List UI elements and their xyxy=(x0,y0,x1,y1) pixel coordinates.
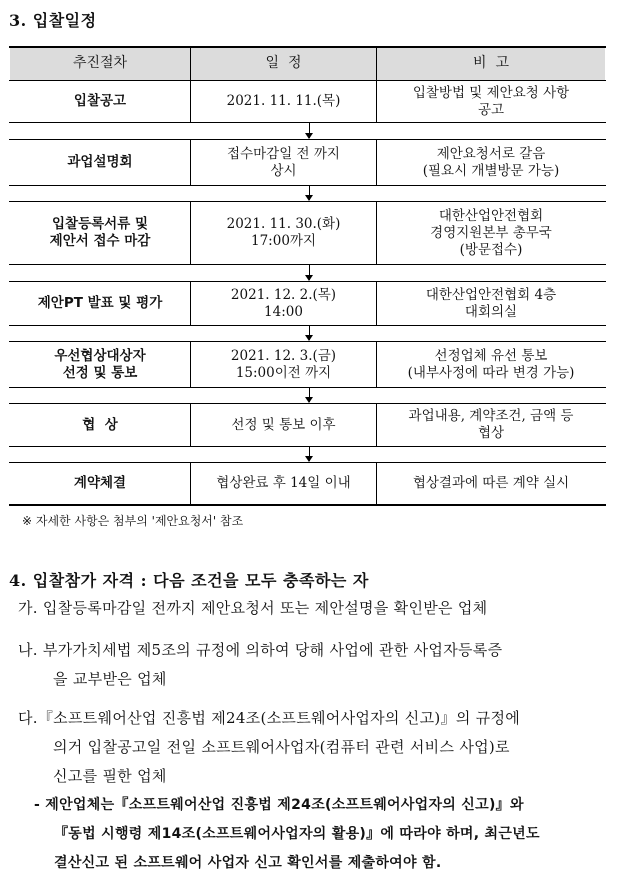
section-4-title: 4. 입찰참가 자격 : 다음 조건을 모두 충족하는 자 xyxy=(9,571,369,590)
down-arrow-icon xyxy=(309,325,310,340)
item-line: 가. 입찰등록마감일 전까지 제안요청서 또는 제안설명을 확인받은 업체 xyxy=(18,599,488,617)
note-cell: 대한산업안전협회 4층 대회의실 xyxy=(425,286,557,320)
header-step: 추진절차 xyxy=(72,55,128,71)
step-cell: 협 상 xyxy=(82,416,118,433)
qualification-item-c xyxy=(18,704,520,791)
row-border xyxy=(9,387,606,388)
row-border xyxy=(9,264,606,265)
row-border xyxy=(9,446,606,447)
down-arrow-icon xyxy=(309,446,310,461)
row-border xyxy=(9,122,606,123)
item-line: 결산신고 된 소프트웨어 사업자 신고 확인서를 제출하여야 함. xyxy=(54,855,442,871)
step-cell: 과업설명회 xyxy=(67,154,133,170)
row-border xyxy=(9,185,606,186)
step-cell: 계약체결 xyxy=(73,475,127,491)
step-cell: 입찰등록서류 및 제안서 접수 마감 xyxy=(49,216,151,249)
item-line: 『동법 시행령 제14조(소프트웨어사업자의 활용)』에 따라야 하며, 최근년도 xyxy=(54,826,540,842)
item-line: 신고를 필한 업체 xyxy=(53,767,167,785)
qualification-item-a xyxy=(18,594,487,623)
table-footnote: ※ 자세한 사항은 첨부의 '제안요청서' 참조 xyxy=(22,514,244,528)
note-cell: 선정업체 유선 통보 (내부사정에 따라 변경 가능) xyxy=(407,347,575,381)
down-arrow-icon xyxy=(309,264,310,280)
item-line: 다.『소프트웨어산업 진흥법 제24조(소프트웨어사업자의 신고)』의 규정에 xyxy=(18,709,521,727)
step-cell: 우선협상대상자 선정 및 통보 xyxy=(54,347,146,381)
note-cell: 대한산업안전협회 경영지원본부 총무국 (방문접수) xyxy=(430,207,552,258)
schedule-cell: 협상완료 후 14일 이내 xyxy=(216,475,351,491)
qualification-item-b xyxy=(18,636,502,694)
item-line: 을 교부받은 업체 xyxy=(53,670,167,688)
down-arrow-icon xyxy=(309,185,310,200)
table-bottom-border xyxy=(9,504,606,506)
schedule-cell: 2021. 11. 11.(목) xyxy=(226,93,341,109)
schedule-cell: 선정 및 통보 이후 xyxy=(231,416,336,433)
step-cell: 입찰공고 xyxy=(73,93,127,109)
note-cell: 과업내용, 계약조건, 금액 등 협상 xyxy=(408,408,574,441)
row-border xyxy=(9,325,606,326)
note-cell: 입찰방법 및 제안요청 사항 공고 xyxy=(412,84,570,118)
note-cell: 제안요청서로 갈음 (필요시 개별방문 가능) xyxy=(422,145,560,179)
qualification-subnote xyxy=(34,791,540,878)
down-arrow-icon xyxy=(309,387,310,402)
schedule-cell: 2021. 11. 30.(화) 17:00까지 xyxy=(226,216,341,249)
header-schedule: 일 정 xyxy=(265,55,302,71)
down-arrow-icon xyxy=(309,122,310,138)
step-cell: 제안PT 발표 및 평가 xyxy=(37,295,163,311)
section-3-title: 3. 입찰일정 xyxy=(9,11,97,30)
item-line: 나. 부가가치세법 제5조의 규정에 의하여 당해 사업에 관한 사업자등록증 xyxy=(18,641,503,659)
schedule-cell: 접수마감일 전 까지 상시 xyxy=(227,145,340,179)
item-line: - 제안업체는『소프트웨어산업 진흥법 제24조(소프트웨어사업자의 신고)』와 xyxy=(34,797,524,813)
header-note: 비 고 xyxy=(473,55,509,71)
schedule-cell: 2021. 12. 3.(금) 15:00이전 까지 xyxy=(230,347,337,381)
schedule-cell: 2021. 12. 2.(목) 14:00 xyxy=(230,286,337,320)
item-line: 의거 입찰공고일 전일 소프트웨어사업자(컴퓨터 관련 서비스 사업)로 xyxy=(53,738,510,756)
note-cell: 협상결과에 따른 계약 실시 xyxy=(412,475,570,491)
